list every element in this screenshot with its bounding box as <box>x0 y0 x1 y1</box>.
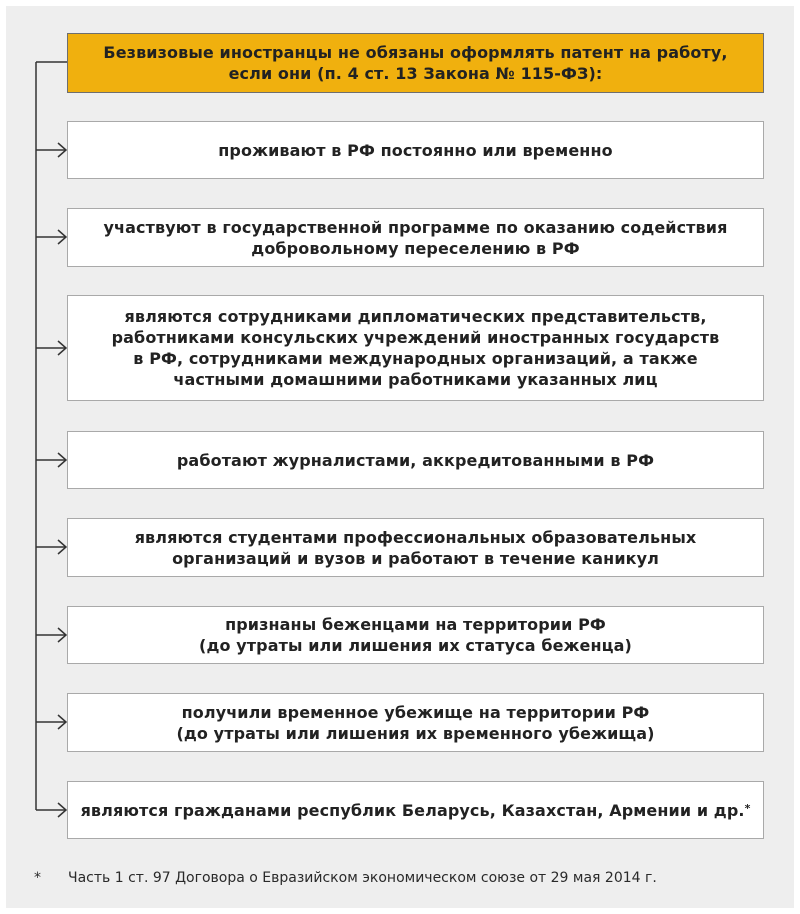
condition-box-6 <box>67 606 764 664</box>
condition-text: работают журналистами, аккредитованными в РФ <box>176 450 655 470</box>
arrow-3 <box>36 341 66 355</box>
condition-text: являются студентами профессиональных образовательных организаций и вузов и работают в течение каникул <box>134 527 697 568</box>
arrow-5 <box>36 540 66 554</box>
arrow-1 <box>36 143 66 157</box>
condition-text: являются сотрудниками дипломатических представительств, работниками консульских учреждений иностранных государств в РФ, сотрудниками международных организаций, а также частными домашними работниками указанных лиц <box>111 307 720 389</box>
header-box <box>67 33 764 93</box>
condition-box-4 <box>67 431 764 489</box>
condition-text: проживают в РФ постоянно или временно <box>218 140 613 160</box>
condition-box-5 <box>67 518 764 577</box>
condition-box-3 <box>67 295 764 401</box>
condition-box-1 <box>67 121 764 179</box>
condition-text <box>81 800 751 821</box>
condition-text: признаны беженцами на территории РФ (до утраты или лишения их статуса беженца) <box>199 615 632 655</box>
condition-text: участвуют в государственной программе по оказанию содействия добровольному переселению в РФ <box>103 217 728 258</box>
condition-box-7 <box>67 693 764 752</box>
condition-box-2 <box>67 208 764 267</box>
footnote-text: Часть 1 ст. 97 Договора о Евразийском экономическом союзе от 29 мая 2014 г. <box>68 870 657 886</box>
footnote-asterisk: * <box>34 870 41 886</box>
condition-box-8 <box>67 781 764 839</box>
arrow-2 <box>36 230 66 244</box>
condition-text: получили временное убежище на территории РФ (до утраты или лишения их временного убежища) <box>176 702 655 743</box>
arrow-8 <box>36 803 66 817</box>
footnote <box>34 870 657 886</box>
condition-text-main: являются гражданами республик Беларусь, Казахстан, Армении и др. <box>80 800 745 820</box>
header-title: Безвизовые иностранцы не обязаны оформлять патент на работу, если они (п. 4 ст. 13 Закона № 115-ФЗ): <box>103 43 728 83</box>
arrow-7 <box>36 715 66 729</box>
arrow-6 <box>36 628 66 642</box>
footnote-marker: * <box>744 801 751 815</box>
arrow-4 <box>36 453 66 467</box>
